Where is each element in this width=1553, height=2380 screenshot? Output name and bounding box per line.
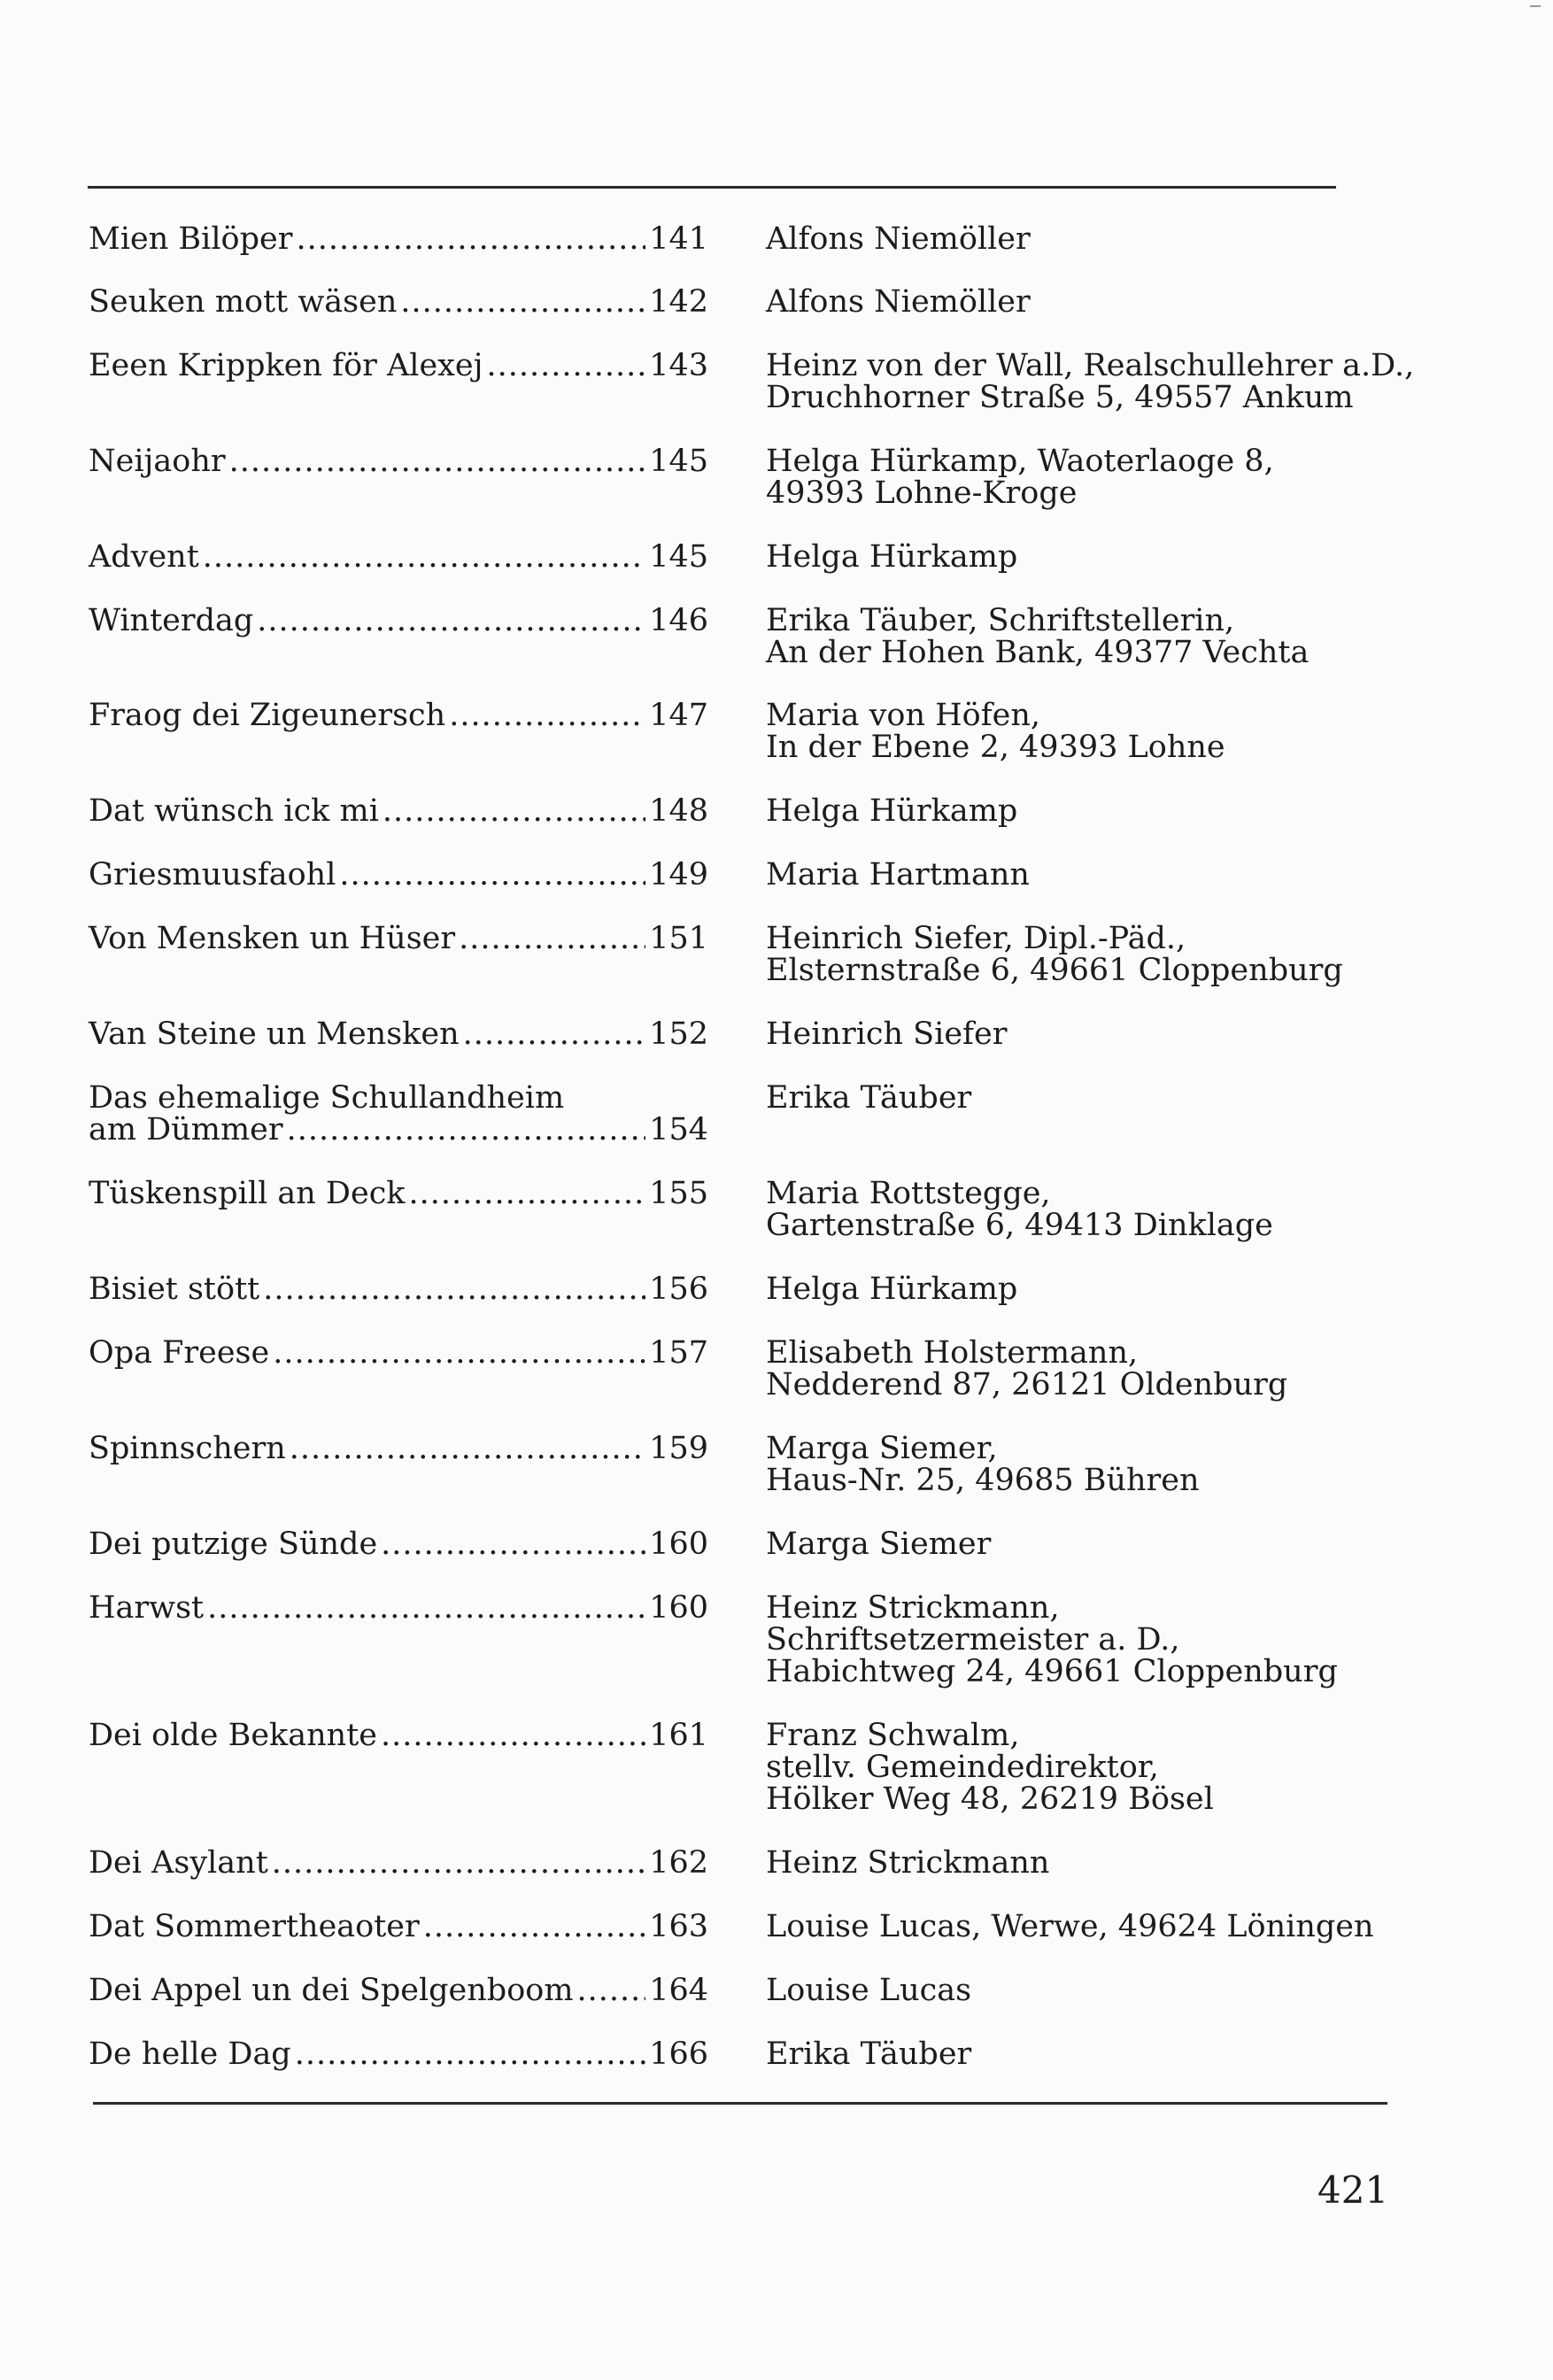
entry-author [766,445,1439,509]
entry-title-line [89,1433,708,1464]
entry-author [766,795,1439,827]
page-number: 421 [1317,2168,1389,2212]
author-line: Heinrich Siefer, Dipl.-Päd., [766,921,1186,956]
entry-author [766,1273,1439,1305]
dot-leader [290,1433,645,1464]
entry-page-number: 160 [649,1526,708,1562]
dot-leader [295,2038,645,2070]
entry-page-number: 159 [649,1431,708,1466]
entry-title-line [89,923,708,954]
entry-author [766,1847,1439,1879]
author-line: Alfons Niemöller [766,284,1031,320]
entry-author [766,923,1439,986]
author-line: Helga Hürkamp [766,793,1018,829]
entry-author [766,699,1439,763]
entry-page-number: 157 [649,1335,708,1371]
entry-author [766,350,1439,413]
author-line: Helga Hürkamp [766,539,1018,575]
dot-leader [463,1018,646,1050]
entry-title-column [89,445,708,477]
author-line: Nedderend 87, 26121 Oldenburg [766,1367,1288,1402]
entry-title-column [89,286,708,318]
entry-author [766,223,1439,255]
entry-title-line [89,223,708,255]
dot-leader [257,605,645,637]
entry-page-number: 148 [649,793,708,829]
entry-author [766,1178,1439,1241]
author-line: Heinz Strickmann, [766,1590,1060,1626]
entry-title-column [89,1528,708,1560]
entry-title: Tüskenspill an Deck [89,1176,406,1211]
author-line: Elisabeth Holstermann, [766,1335,1139,1371]
entry-title: Dei Appel un dei Spelgenboom [89,1973,574,2008]
author-line: Marga Siemer [766,1526,992,1562]
entry-title: Fraog dei Zigeunersch [89,698,446,733]
entry-title-line [89,1592,708,1624]
entry-title: Dei Asylant [89,1845,268,1881]
entry-author [766,2038,1439,2070]
entry-title-line [89,541,708,573]
entry-title-column [89,1911,708,1943]
entry-title-column [89,1847,708,1879]
author-line: Helga Hürkamp [766,1271,1018,1307]
entry-title: Neijaohr [89,444,226,479]
author-line: stellv. Gemeindedirektor, [766,1750,1159,1785]
entry-title-column [89,350,708,382]
entry-title-line [89,1847,708,1879]
entry-author [766,1974,1439,2006]
entry-title-line [89,445,708,477]
entry-title-line [89,1114,708,1146]
entry-title: Dat Sommertheaoter [89,1909,420,1944]
author-line: Heinz von der Wall, Realschullehrer a.D., [766,348,1415,383]
author-line: Habichtweg 24, 49661 Cloppenburg [766,1654,1338,1689]
entry-author [766,1528,1439,1560]
entry-page-number: 152 [649,1016,708,1052]
entry-title-first-line: Das ehemalige Schullandheim [89,1080,565,1116]
entry-title-line [89,1528,708,1560]
entry-page-number: 164 [649,1973,708,2008]
entry-title-column [89,2038,708,2070]
entry-title-line [89,1273,708,1305]
entry-title-line [89,1018,708,1050]
entry-title-column [89,223,708,255]
entry-page-number: 141 [649,221,708,257]
author-line: Schriftsetzermeister a. D., [766,1622,1180,1658]
entry-title-column [89,541,708,573]
author-line: Helga Hürkamp, Waoterlaoge 8, [766,444,1274,479]
author-line: Louise Lucas [766,1973,972,2008]
dot-leader [203,541,645,573]
entry-title-column [89,1082,708,1146]
entry-title-column [89,699,708,731]
author-line: Maria Hartmann [766,857,1030,892]
author-line: Hölker Weg 48, 26219 Bösel [766,1781,1214,1817]
entry-page-number: 162 [649,1845,708,1881]
dot-leader [229,445,646,477]
entry-title-line [89,1337,708,1369]
dot-leader [409,1178,646,1209]
author-line: Louise Lucas, Werwe, 49624 Löningen [766,1909,1374,1944]
entry-page-number: 166 [649,2036,708,2072]
author-line: Franz Schwalm, [766,1718,1020,1753]
entry-title: De helle Dag [89,2036,291,2072]
dot-leader [339,859,645,891]
entry-title: Dei putzige Sünde [89,1526,378,1562]
entry-title-line [89,286,708,318]
author-line: Erika Täuber [766,1080,972,1116]
dot-leader [287,1114,646,1146]
author-line: Elsternstraße 6, 49661 Cloppenburg [766,953,1343,988]
entry-page-number: 147 [649,698,708,733]
entry-title: Mien Bilöper [89,221,293,257]
entry-page-number: 145 [649,539,708,575]
entry-title: Van Steine un Mensken [89,1016,460,1052]
dot-leader [382,795,645,827]
dot-leader [207,1592,645,1624]
entry-title: Seuken mott wäsen [89,284,398,320]
entry-title-column [89,1592,708,1624]
entry-page-number: 146 [649,603,708,638]
entry-title-line [89,1911,708,1943]
entry-author [766,286,1439,318]
dot-leader [273,1337,645,1369]
entry-title-line [89,350,708,382]
entry-author [766,1018,1439,1050]
entry-page-number: 143 [649,348,708,383]
entry-title-column [89,1433,708,1464]
author-line: 49393 Lohne-Kroge [766,475,1078,511]
author-line: An der Hohen Bank, 49377 Vechta [766,635,1310,670]
dot-leader [577,1974,646,2006]
entry-title: Opa Freese [89,1335,270,1371]
entry-author [766,1911,1439,1943]
author-line: Maria Rottstegge, [766,1176,1051,1211]
author-line: Marga Siemer, [766,1431,998,1466]
dot-leader [381,1719,645,1751]
entry-author [766,1592,1439,1688]
entry-title-line [89,1974,708,2006]
entry-author [766,1082,1439,1114]
entry-page-number: 161 [649,1718,708,1753]
author-line: In der Ebene 2, 49393 Lohne [766,730,1225,765]
author-line: Gartenstraße 6, 49413 Dinklage [766,1208,1273,1243]
dot-leader [400,286,645,318]
entry-title-column [89,795,708,827]
entry-title-line [89,859,708,891]
dot-leader [381,1528,645,1560]
entry-title-column [89,859,708,891]
entry-page-number: 151 [649,921,708,956]
entry-title-column [89,1273,708,1305]
author-line: Maria von Höfen, [766,698,1041,733]
author-line: Heinz Strickmann [766,1845,1050,1881]
author-line: Heinrich Siefer [766,1016,1008,1052]
entry-page-number: 163 [649,1909,708,1944]
dot-leader [459,923,645,954]
dot-leader [296,223,645,255]
entry-title-line [89,1178,708,1209]
entry-author [766,859,1439,891]
entry-title: Dei olde Bekannte [89,1718,377,1753]
entry-title-line [89,699,708,731]
entry-author [766,541,1439,573]
entry-title-column [89,1337,708,1369]
author-line: Haus-Nr. 25, 49685 Bühren [766,1463,1200,1498]
entry-title-column [89,605,708,637]
entry-title: Eeen Krippken för Alexej [89,348,483,383]
entry-page-number: 155 [649,1176,708,1211]
entry-page-number: 156 [649,1271,708,1307]
author-line: Erika Täuber, Schriftstellerin, [766,603,1235,638]
dot-leader [486,350,645,382]
entry-title: Von Mensken un Hüser [89,921,456,956]
entry-title-column [89,923,708,954]
entry-title: Harwst [89,1590,205,1626]
entry-title: am Dümmer [89,1112,283,1148]
entry-title: Advent [89,539,199,575]
entry-author [766,605,1439,668]
entry-title-line [89,795,708,827]
entry-title-line [89,2038,708,2070]
dot-leader [263,1273,645,1305]
author-line: Druchhorner Straße 5, 49557 Ankum [766,380,1354,415]
entry-page-number: 154 [649,1112,708,1148]
entry-title-column [89,1719,708,1751]
dot-leader [449,699,645,731]
dot-leader [423,1911,645,1943]
entry-title-line [89,605,708,637]
entry-author [766,1719,1439,1815]
entry-page-number: 142 [649,284,708,320]
entry-title-column [89,1018,708,1050]
entry-title: Winterdag [89,603,254,638]
entry-title: Spinnschern [89,1431,286,1466]
entry-page-number: 149 [649,857,708,892]
entry-page-number: 160 [649,1590,708,1626]
entry-title: Bisiet stött [89,1271,260,1307]
entry-title: Dat wünsch ick mi [89,793,379,829]
author-line: Erika Täuber [766,2036,972,2072]
entry-author [766,1337,1439,1401]
dot-leader [272,1847,645,1879]
author-line: Alfons Niemöller [766,221,1031,257]
bottom-rule [93,2102,1387,2105]
entry-author [766,1433,1439,1496]
entry-title-column [89,1178,708,1209]
entry-title-line [89,1719,708,1751]
entry-title-column [89,1974,708,2006]
entry-title: Griesmuusfaohl [89,857,336,892]
entry-page-number: 145 [649,444,708,479]
